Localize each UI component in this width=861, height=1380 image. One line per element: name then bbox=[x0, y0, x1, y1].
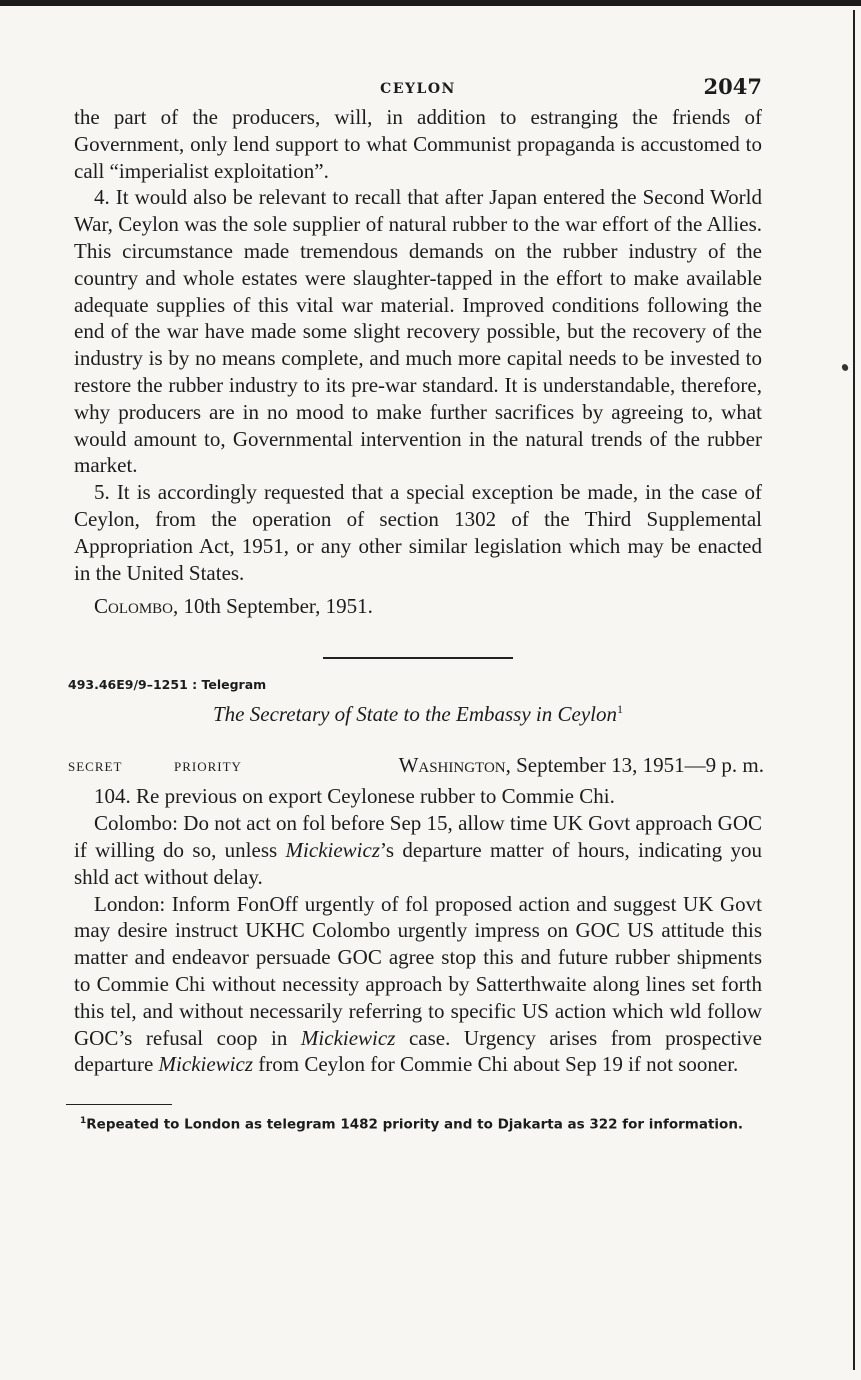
memorandum-text bbox=[74, 104, 762, 586]
footnote-mark: 1 bbox=[80, 1116, 87, 1127]
footnote bbox=[66, 1113, 762, 1134]
telegram-paragraph-london bbox=[74, 891, 762, 1079]
telegram-paragraph-1: 104. Re previous on export Ceylonese rubber to Commie Chi. bbox=[94, 784, 615, 809]
title-footnote-mark: 1 bbox=[616, 702, 623, 717]
telegram-text bbox=[74, 783, 762, 1078]
top-scan-border bbox=[0, 0, 861, 6]
memo-paragraph-5: 5. It is accordingly requested that a special exception be made, in the case of Ceylon, from the operation of section 1302 of the Third Supplemental Appropriation Act, 1951, or any other similar legislation which may be enacted in the United States. bbox=[74, 480, 762, 585]
signoff-date: , 10th September, 1951. bbox=[173, 594, 373, 619]
running-head: CEYLON bbox=[380, 81, 456, 97]
ship-name: Mickiewicz bbox=[285, 837, 381, 862]
right-page-edge bbox=[853, 10, 855, 1370]
colombo-text-2: ’s departure matter of hours, indicating you shld act without delay. bbox=[74, 837, 762, 889]
colombo-text-1: Colombo: Do not act on fol before Sep 15, allow time UK Govt approach GOC if willing do so, unless bbox=[74, 811, 762, 862]
file-reference: 493.46E9/9–1251 : Telegram bbox=[68, 677, 267, 693]
page bbox=[68, 70, 764, 1134]
page-header bbox=[74, 70, 762, 104]
ship-name: Mickiewicz bbox=[158, 1052, 254, 1077]
dateline-origin: Washington bbox=[398, 753, 506, 778]
memo-signoff bbox=[74, 594, 762, 619]
dateline bbox=[399, 753, 764, 778]
section-divider bbox=[323, 657, 513, 659]
footnote-text: Repeated to London as telegram 1482 priority and to Djakarta as 322 for information. bbox=[86, 1116, 744, 1133]
signoff-place: Colombo bbox=[94, 594, 174, 619]
london-text-3: from Ceylon for Commie Chi about Sep 19 if not sooner. bbox=[253, 1052, 739, 1077]
document-title-text: The Secretary of State to the Embassy in Ceylon bbox=[213, 702, 617, 727]
ink-speck bbox=[841, 363, 850, 372]
memo-paragraph-3-continued: the part of the producers, will, in addition to estranging the friends of Government, only lend support to what Communist propaganda is accustomed to call “imperialist exploitation”. bbox=[74, 105, 762, 183]
telegram-paragraph-colombo bbox=[74, 810, 762, 890]
document-title bbox=[74, 702, 762, 727]
precedence-priority: PRIORITY bbox=[174, 759, 242, 775]
page-number: 2047 bbox=[703, 74, 762, 99]
classification-secret: SECRET bbox=[68, 759, 123, 775]
classification-line bbox=[68, 753, 764, 783]
memo-paragraph-4: 4. It would also be relevant to recall that after Japan entered the Second World War, Ceylon was the sole supplier of natural rubber to the war effort of the Allies. This circumstance made tremendous demands on the rubber industry of the country and whole estates were slaughter-tapped in the effort to make available adequate supplies of this vital war material. Improved conditions following the end of the war have made some slight recovery possible, but the recovery of the industry is by no means complete, and much more capital needs to be invested to restore the rubber industry to its pre-war standard. It is understandable, therefore, why producers are in no mood to make further sacrifices by agreeing to, what would amount to, Governmental intervention in the natural trends of the rubber market. bbox=[74, 185, 762, 478]
london-text-2: case. Urgency arises from prospective departure bbox=[74, 1025, 762, 1077]
footnote-rule bbox=[66, 1104, 172, 1105]
london-text-1: London: Inform FonOff urgently of fol proposed action and suggest UK Govt may desire instruct UKHC Colombo urgently impress on GOC US attitude this matter and endeavor persuade GOC agree stop this and future rubber shipments to Commie Chi without necessity approach by Satterthwaite along lines set forth this tel, and without necessarily referring to specific US action which wld follow GOC’s refusal coop in bbox=[74, 891, 762, 1050]
ship-name: Mickiewicz bbox=[300, 1025, 396, 1050]
dateline-date: , September 13, 1951—9 p. m. bbox=[505, 753, 764, 778]
